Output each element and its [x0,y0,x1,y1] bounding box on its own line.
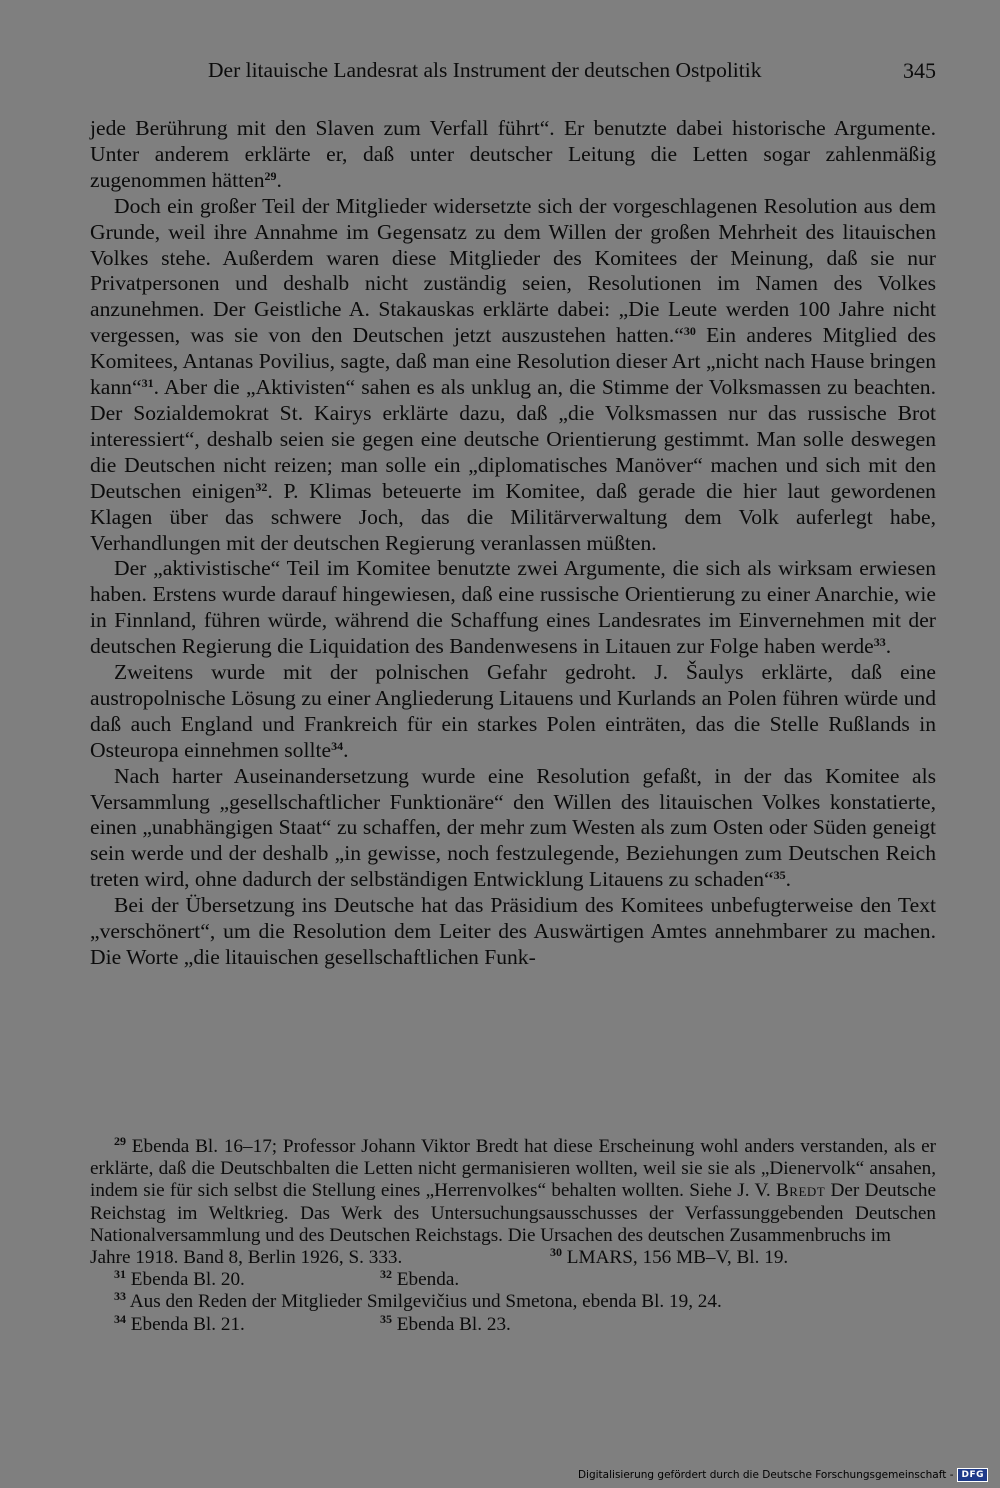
footnote-32 [380,1269,459,1291]
footnote-ref: 32 [255,479,268,494]
paragraph-1 [90,116,936,194]
footnote-ref: 34 [331,738,344,753]
footnote-31 [114,1269,245,1290]
credit-text: Digitalisierung gefördert durch die Deutsche Forschungsgemeinschaft - [577,1469,954,1481]
footnote-ref: 29 [264,168,277,183]
paragraph-text: Nach harter Auseinandersetzung wurde eine Resolution gefaßt, in der das Komitee als Versammlung „gesellschaftlicher Funktionäre“ den Willen des litauischen Volkes konstatierte, einen „unabhängigen Staat“ zu schaffen, der mehr zum Westen als zum Osten oder Süden geneigt sein werde und der deshalb „in gewisse, noch festzulegende, Beziehungen zum Deutschen Reich treten wird, ohne dadurch der selbständigen Entwicklung Litauens zu schaden“ [90,763,936,892]
paragraph-text: Zweitens wurde mit der polnischen Gefahr gedroht. J. Šaulys erklärte, daß eine austropolnische Lösung zu einer Angliederung Litauens und Kurlands an Polen führen würde und daß auch England und Frankreich für ein starkes Polen einträten, das die Stelle Rußlands in Osteuropa einnehmen sollte [90,660,936,762]
paragraph-5 [90,764,936,894]
paragraph-6 [90,893,936,971]
footnote-number: 35 [380,1311,392,1326]
paragraph-end: . [785,867,791,892]
page-number: 345 [903,58,936,83]
footnote-ref: 30 [683,324,696,339]
paragraph-text: . P. Klimas beteuerte im Komitee, daß gerade die hier laut gewordenen Klagen über das schwere Joch, das die Militärverwaltung dem Volk auferlegt habe, Verhandlungen mit der deutschen Regierung veranlassen müßten. [90,478,936,555]
paragraph-text: jede Berührung mit den Slaven zum Verfall führt“. Er benutzte dabei historische Argumente. Unter anderem erklärte er, daß unter deutscher Leitung die Letten sogar zahlenmäßig zugenommen hätten [90,116,936,192]
footnote-line [90,1247,936,1269]
footnote-line [90,1291,936,1313]
footnote-text: Ebenda Bl. 23. [392,1313,511,1335]
paragraph-end: . [276,167,282,192]
footnotes [90,1136,936,1336]
footnote-number: 32 [380,1267,392,1282]
running-header [90,58,936,94]
paragraph-end: . [885,634,892,659]
paragraph-text: Der „aktivistische“ Teil im Komitee benutzte zwei Argumente, die sich als wirksam erwiesen haben. Erstens wurde darauf hingewiesen, daß eine russische Orientierung zu einer Anarchie, wie in Finnland, führen würde, während die Schaffung eines Landesrates im Einvernehmen mit der deutschen Regierung die Liquidation des Bandenwesens in Litauen zur Folge haben werde [90,556,936,659]
footnote-text: Ebenda. [392,1269,460,1291]
paragraph-text: . Aber die „Aktivisten“ sahen es als unklug an, die Stimme der Volksmassen zu beachten. Der Sozialdemokrat St. Kairys erklärte dazu, daß „die Volksmassen nur das russische Brot interessiert“, deshalb seien sie gegen eine deutsche Orientierung gestimmt. Man solle deswegen die Deutschen nicht reizen; man solle ein „diplomatisches Manöver“ machen und sich mit den Deutschen einigen [90,375,936,503]
footnote-35 [380,1311,511,1336]
paragraph-end: . [343,737,349,762]
footnote-number: 34 [114,1311,126,1326]
running-title: Der litauische Landesrat als Instrument der deutschen Ostpolitik [208,58,762,82]
footnote-34 [114,1311,245,1335]
paragraph-3 [90,556,936,660]
paragraph-text: Bei der Übersetzung ins Deutsche hat das Präsidium des Komitees unbefugterweise den Text „verschönert“, um die Resolution dem Leiter des Auswärtigen Amtes annehmbarer zu machen. Die Worte „die litauischen gesellschaftlichen Funk- [90,893,936,969]
footnote-text: Ebenda Bl. 21. [126,1313,245,1335]
footnote-29-tail: Jahre 1918. Band 8, Berlin 1926, S. 333. [90,1247,403,1269]
main-text [90,116,936,971]
footnote-number: 31 [114,1267,126,1282]
digitization-credit [578,1468,988,1482]
paragraph-text: Ein anderes Mitglied des Komitees, Antanas Povilius, sagte, daß man eine Resolution dieser Art „nicht nach Hause bringen kann“ [90,323,936,400]
footnote-ref: 35 [773,868,786,883]
footnote-line [90,1269,936,1291]
footnote-33 [114,1291,722,1312]
author-name: Bredt [775,1180,826,1202]
footnote-number: 33 [114,1289,126,1304]
dfg-logo: DFG [957,1468,988,1482]
paragraph-4 [90,660,936,764]
footnote-line [90,1311,936,1336]
footnote-number: 29 [114,1134,126,1148]
footnote-29 [90,1136,936,1247]
paragraph-text: Doch ein großer Teil der Mitglieder widersetzte sich der vorgeschlagenen Resolution aus dem Grunde, weil ihre Annahme im Gegensatz zu dem Willen der großen Mehrheit des litauischen Volkes stehe. Außerdem waren diese Mitglieder des Komitees der Meinung, daß sie nur Privatpersonen und deshalb nicht zuständig seien, Resolutionen im Namen des Volkes anzunehmen. Der Geistliche A. Stakauskas erklärte dabei: „Die Leute werden 100 Jahre nicht vergessen, was sie von den Deutschen jetzt auszustehen hatten.“ [90,193,936,348]
footnote-ref: 31 [141,376,154,391]
footnote-text: LMARS, 156 MB–V, Bl. 19. [562,1247,789,1269]
footnote-text: Ebenda Bl. 16–17; Professor Johann Viktor Bredt hat diese Erscheinung wohl anders verstanden, als er erklärte, daß die Deutschbalten die Letten nicht germanisieren wollten, weil sie sie als „Dienervolk“ ansahen, indem sie für sich selbst die Stellung eines „Herrenvolkes“ behalten wollten. Siehe J. V. [90,1136,936,1202]
footnote-30 [550,1247,788,1269]
footnote-text: Der Deutsche Reichstag im Weltkrieg. Das Werk des Untersuchungsausschusses der Verfassunggebenden Deutschen Nationalversammlung und des Deutschen Reichstags. Die Ursachen des deutschen Zusammenbruchs im [90,1180,937,1246]
footnote-text: Aus den Reden der Mitglieder Smilgevičius und Smetona, ebenda Bl. 19, 24. [126,1291,722,1313]
paragraph-2 [90,194,936,557]
footnote-ref: 33 [873,635,886,650]
footnote-text: Ebenda Bl. 20. [126,1269,245,1291]
footnote-number: 30 [550,1245,562,1260]
